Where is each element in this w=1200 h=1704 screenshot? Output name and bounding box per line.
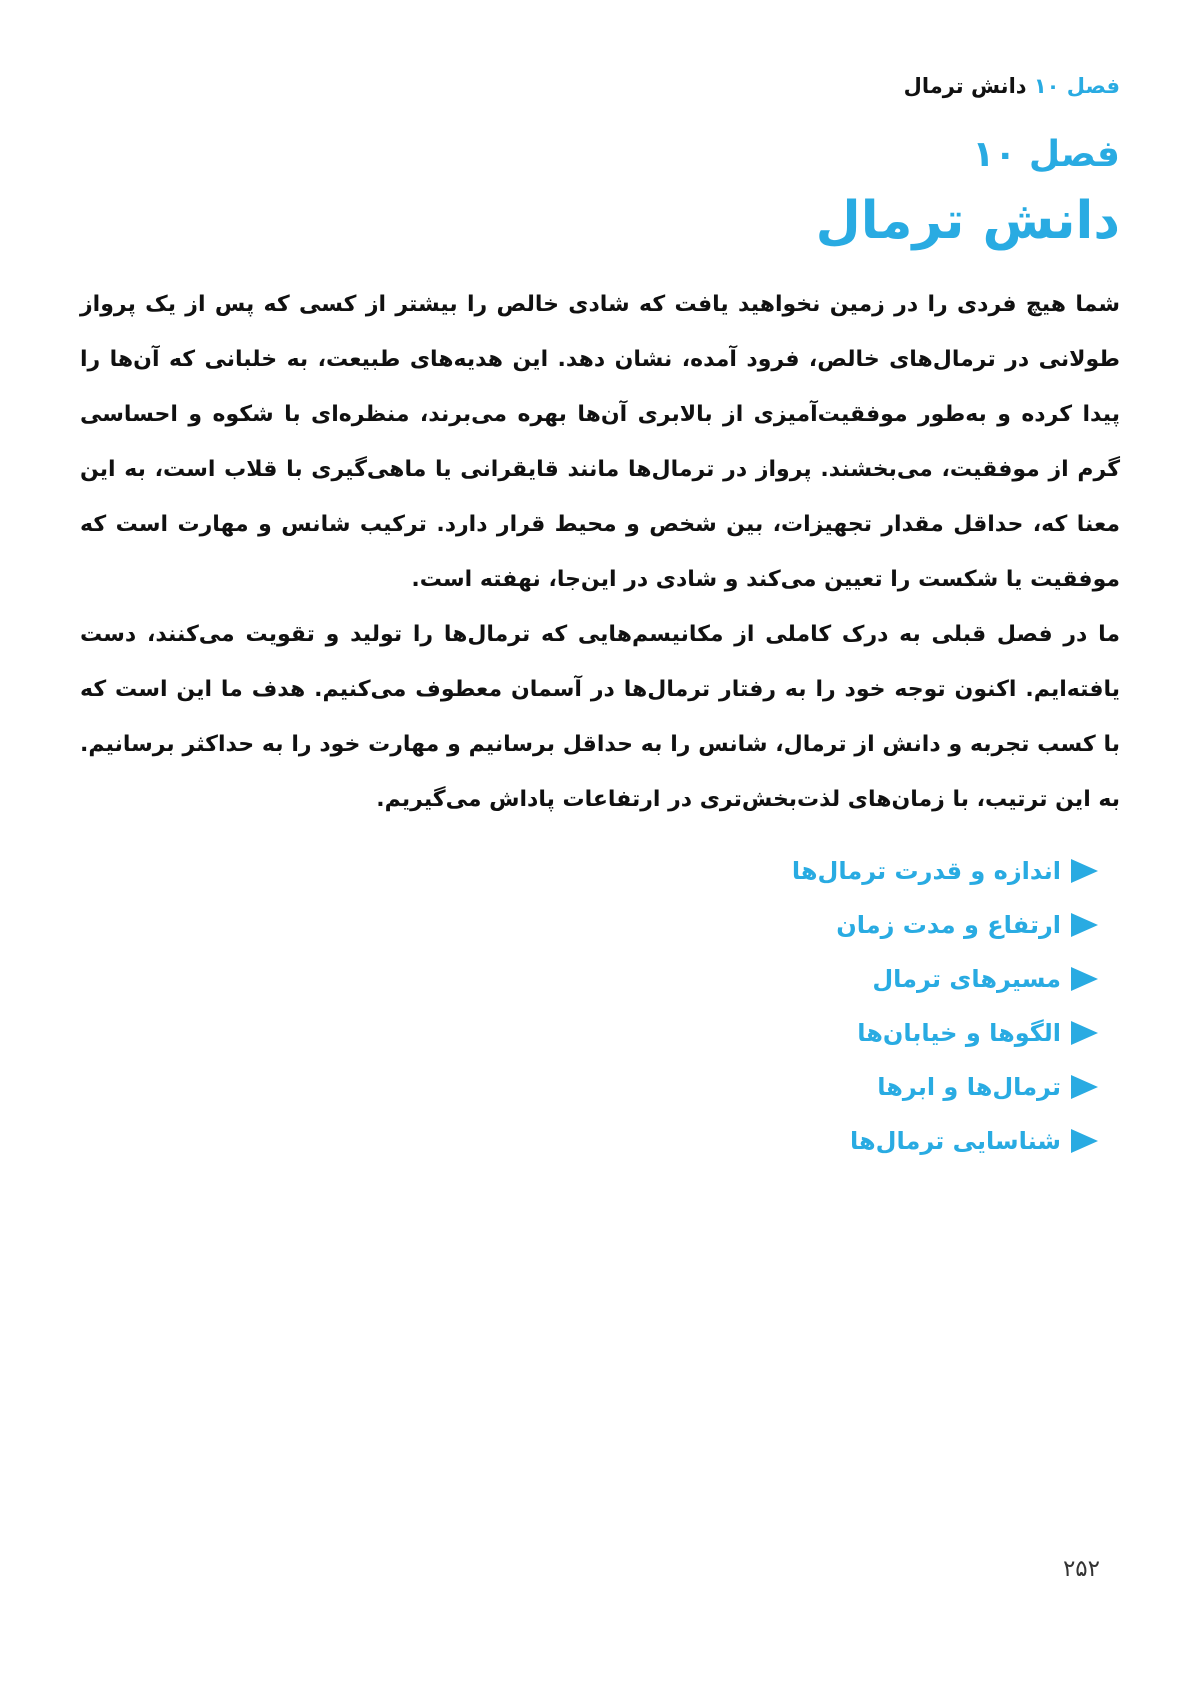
list-item — [80, 1073, 1098, 1101]
list-item-label: مسیرهای ترمال — [872, 965, 1061, 993]
chapter-number-heading: فصل ۱۰ — [972, 134, 1120, 175]
triangle-bullet-icon — [1071, 1129, 1098, 1153]
running-head-chapter: فصل ۱۰ — [1033, 74, 1120, 98]
list-item — [80, 857, 1098, 885]
list-item-label: اندازه و قدرت ترمال‌ها — [791, 857, 1061, 885]
paragraph: ما در فصل قبلی به درک کاملی از مکانیسم‌هایی که ترمال‌ها را تولید و تقویت می‌کنند، دست یافته‌ایم. اکنون توجه خود را به رفتار ترمال‌ها در آسمان معطوف می‌کنیم. هدف ما این است که با کسب تجربه و دانش از ترمال، شانس را به حداقل برسانیم و مهارت خود را به حداکثر برسانیم. به این ترتیب، با زمان‌های لذت‌بخش‌تری در ارتفاعات پاداش می‌گیریم. — [80, 622, 1120, 812]
triangle-bullet-icon — [1071, 1021, 1098, 1045]
page-number: ۲۵۲ — [1062, 1556, 1100, 1582]
list-item — [80, 911, 1098, 939]
list-item — [80, 1127, 1098, 1155]
list-item-label: ارتفاع و مدت زمان — [836, 911, 1061, 939]
triangle-bullet-icon — [1071, 859, 1098, 883]
list-item — [80, 1019, 1098, 1047]
chapter-title-heading: دانش ترمال — [815, 191, 1120, 251]
running-head-title: دانش ترمال — [903, 74, 1027, 98]
running-head — [80, 0, 1120, 98]
paragraph: شما هیچ فردی را در زمین نخواهید یافت که شادی خالص را بیشتر از کسی که پس از یک پرواز طولانی در ترمال‌های خالص، فرود آمده، نشان دهد. این هدیه‌های طبیعت، به خلبانی که آن‌ها را پیدا کرده و به‌طور موفقیت‌آمیزی از بالابری آن‌ها بهره می‌برند، منظره‌ای با شکوه و احساسی گرم از موفقیت، می‌بخشند. پرواز در ترمال‌ها مانند قایقرانی یا ماهی‌گیری با قلاب است، به این معنا که، حداقل مقدار تجهیزات، بین شخص و محیط قرار دارد. ترکیب شانس و مهارت است که موفقیت یا شکست را تعیین می‌کند و شادی در این‌جا، نهفته است. — [80, 292, 1120, 592]
body-text — [80, 277, 1120, 827]
triangle-bullet-icon — [1071, 1075, 1098, 1099]
triangle-bullet-icon — [1071, 967, 1098, 991]
triangle-bullet-icon — [1071, 913, 1098, 937]
list-item-label: الگوها و خیابان‌ها — [857, 1019, 1061, 1047]
list-item-label: شناسایی ترمال‌ها — [850, 1127, 1061, 1155]
list-item-label: ترمال‌ها و ابرها — [877, 1073, 1061, 1101]
topic-list — [80, 857, 1120, 1155]
list-item — [80, 965, 1098, 993]
